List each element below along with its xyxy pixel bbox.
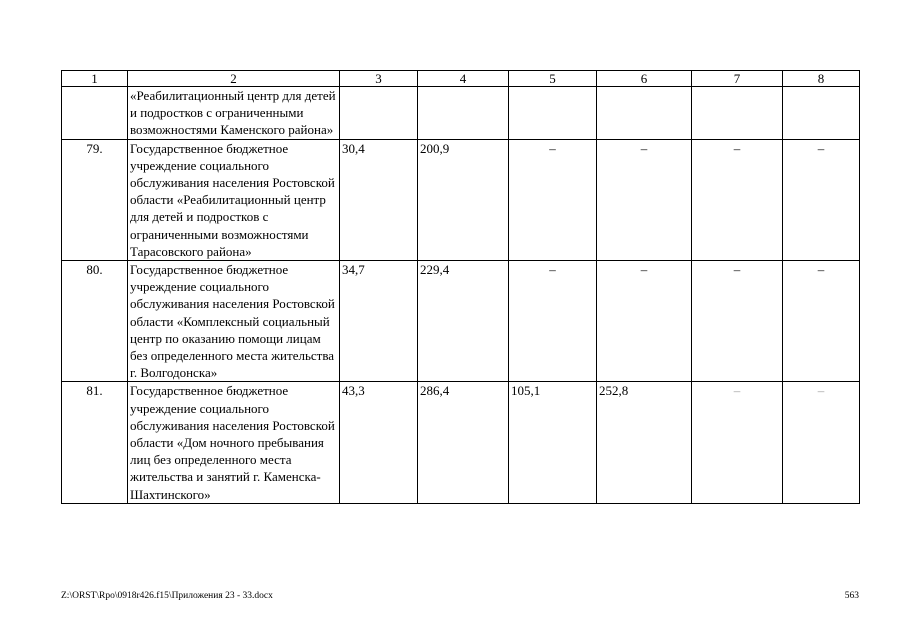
value-col-5: 105,1 — [509, 382, 597, 503]
footer-file-path: Z:\ORST\Rpo\0918r426.f15\Приложения 23 - 33.docx — [61, 591, 273, 601]
table-header-row — [62, 71, 860, 87]
value-col-6: – — [597, 261, 692, 382]
value-col-6: – — [597, 139, 692, 260]
value-col-8: – — [783, 261, 860, 382]
row-number: 80. — [62, 261, 128, 382]
row-number: 81. — [62, 382, 128, 503]
table-row — [62, 139, 860, 260]
value-col-5: – — [509, 139, 597, 260]
institution-name: Государственное бюджетное учреждение социального обслуживания населения Ростовской области «Реабилитационный центр для детей и подростков с ограниченными возможностями Тарасовского района» — [128, 139, 340, 260]
value-col-6: 252,8 — [597, 382, 692, 503]
institution-name: «Реабилитационный центр для детей и подростков с ограниченными возможностями Каменского района» — [128, 87, 340, 140]
institution-name: Государственное бюджетное учреждение социального обслуживания населения Ростовской области «Дом ночного пребывания лиц без определенного места жительства и занятий г. Каменска-Шахтинского» — [128, 382, 340, 503]
header-cell: 2 — [128, 71, 340, 87]
page-number: 563 — [844, 591, 859, 601]
value-col-7: – — [692, 382, 783, 503]
table-row — [62, 261, 860, 382]
value-col-7: – — [692, 139, 783, 260]
row-number — [62, 87, 128, 140]
value-col-5: – — [509, 261, 597, 382]
header-cell: 6 — [597, 71, 692, 87]
row-number: 79. — [62, 139, 128, 260]
value-col-8: – — [783, 382, 860, 503]
table-row-continuation — [62, 87, 860, 140]
value-col-4: 200,9 — [418, 139, 509, 260]
value-col-8: – — [783, 139, 860, 260]
value-col-4: 286,4 — [418, 382, 509, 503]
header-cell: 1 — [62, 71, 128, 87]
value-col-3: 34,7 — [340, 261, 418, 382]
table-row — [62, 382, 860, 503]
header-cell: 3 — [340, 71, 418, 87]
value-col-7: – — [692, 261, 783, 382]
value-col-3: 30,4 — [340, 139, 418, 260]
value-col-3: 43,3 — [340, 382, 418, 503]
header-cell: 7 — [692, 71, 783, 87]
header-cell: 4 — [418, 71, 509, 87]
institution-name: Государственное бюджетное учреждение социального обслуживания населения Ростовской области «Комплексный социальный центр по оказанию помощи лицам без определенного места жительства г. Волгодонска» — [128, 261, 340, 382]
header-cell: 8 — [783, 71, 860, 87]
data-table — [61, 70, 860, 504]
header-cell: 5 — [509, 71, 597, 87]
value-col-4: 229,4 — [418, 261, 509, 382]
